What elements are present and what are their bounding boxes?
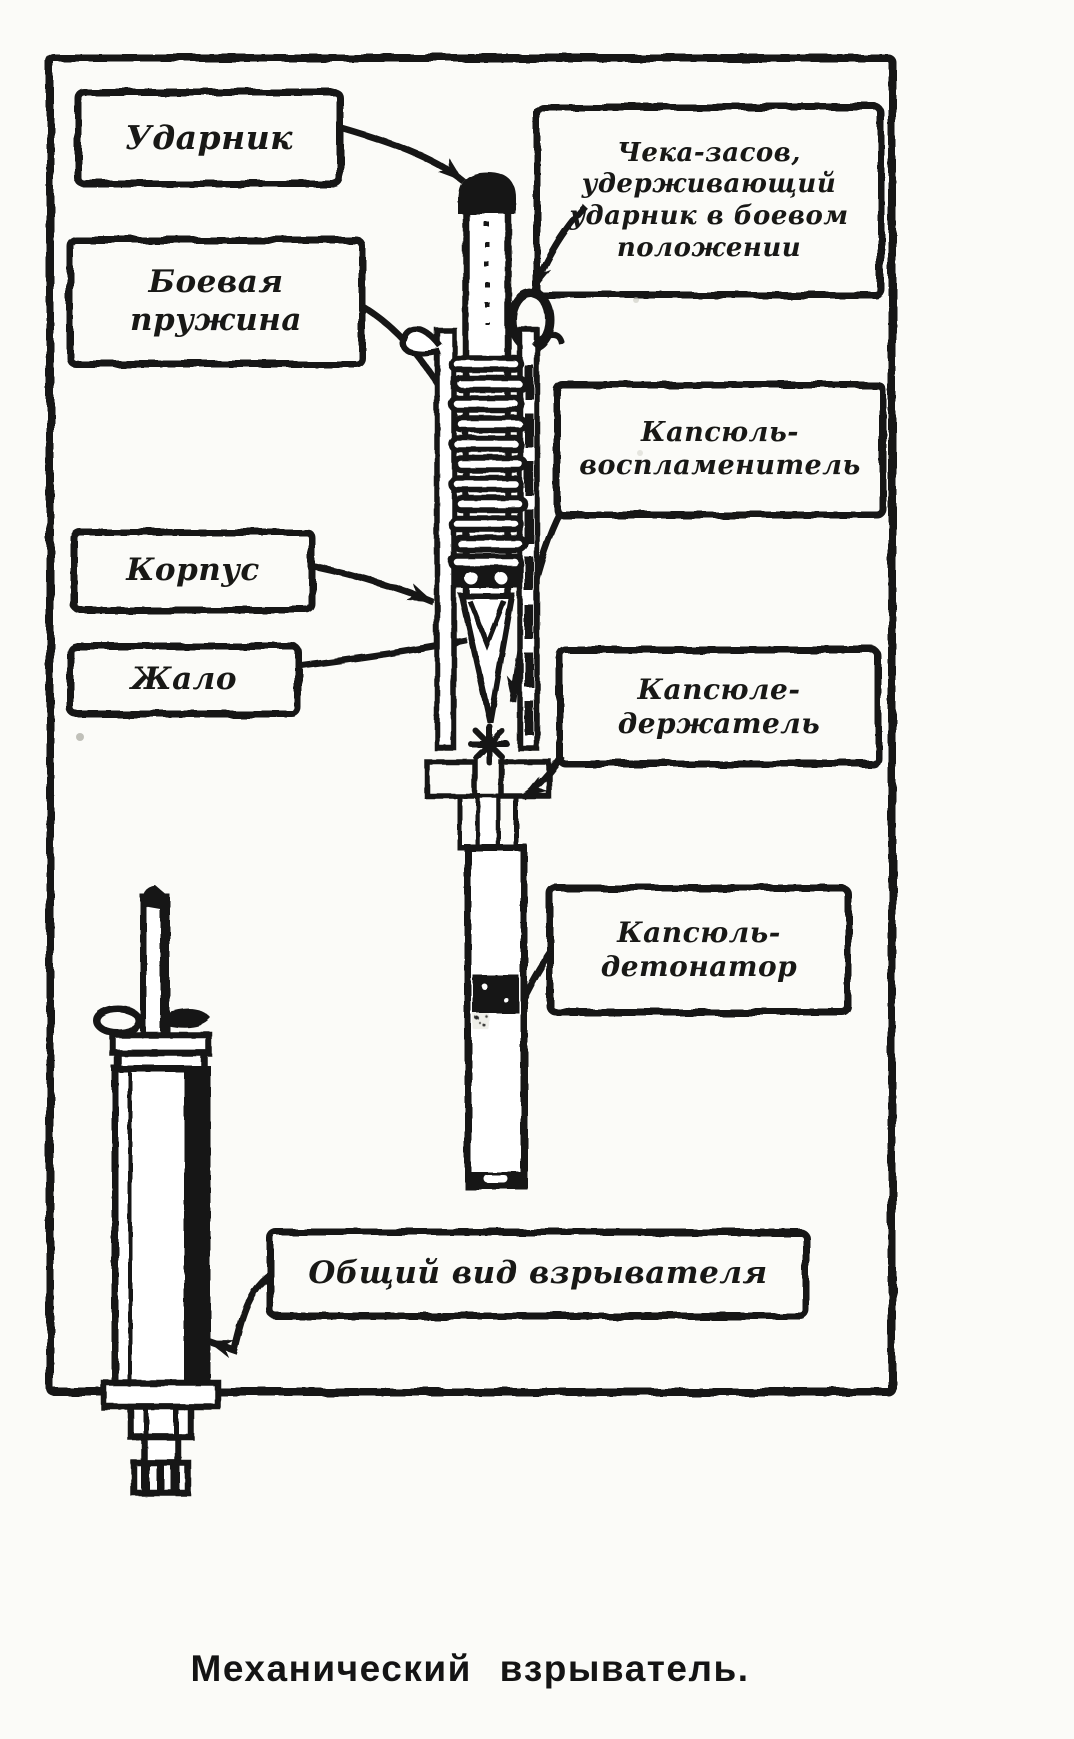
flange-right — [501, 762, 549, 796]
gv-knurl — [171, 1466, 180, 1490]
mainspring — [451, 358, 525, 568]
label-detonator-line1: Капсюль- — [617, 915, 781, 949]
label-body-text: Корпус — [126, 552, 260, 589]
gv-step2 — [144, 1437, 178, 1463]
label-capsule-holder-line2: держатель — [617, 707, 821, 740]
gv-pin-wing — [168, 1009, 211, 1028]
label-striker — [78, 92, 340, 184]
label-safety-pin-line4: положении — [616, 232, 802, 263]
detonator-charge — [473, 1013, 519, 1173]
spring-seat-hole-left — [465, 572, 478, 585]
label-safety-pin-line3: ударник в боевом — [569, 201, 849, 231]
label-mainspring — [70, 240, 362, 364]
gv-rod-tip — [143, 886, 169, 910]
label-sting — [70, 646, 298, 714]
label-safety-pin — [537, 107, 881, 295]
arrow-general-view — [208, 1274, 272, 1350]
spring-seat — [452, 568, 522, 588]
label-striker-text: Ударник — [124, 117, 294, 157]
capsule-holder-left — [460, 796, 478, 848]
label-sting-text: Жало — [130, 661, 238, 698]
gv-flange — [104, 1383, 218, 1407]
label-primer-igniter-line2: воспламенитель — [579, 450, 861, 481]
tube-bottom-notch — [484, 1175, 508, 1183]
label-safety-pin-line1: Чека-засов, — [617, 137, 801, 168]
label-mainspring-line2: пружина — [130, 302, 302, 338]
label-mainspring-line1: Боевая — [148, 264, 284, 301]
gv-step1 — [131, 1407, 191, 1437]
gv-knurl — [141, 1466, 150, 1490]
primer-igniter-flash — [471, 726, 507, 762]
label-capsule-holder — [560, 650, 878, 764]
firing-pin — [462, 596, 512, 722]
label-capsule-holder-line1: Капсюле- — [637, 672, 801, 706]
striker-cap — [458, 172, 516, 214]
label-general-view-text: Общий вид взрывателя — [308, 1255, 768, 1292]
spring-seat-hole-right — [495, 572, 507, 584]
figure-caption: Механический взрыватель. — [190, 1648, 750, 1689]
label-detonator-line2: детонатор — [600, 950, 798, 983]
general-view-drawing — [97, 886, 218, 1493]
band-speck — [504, 998, 509, 1003]
label-general-view — [270, 1232, 806, 1316]
label-primer-igniter — [557, 385, 883, 515]
capsule-holder-right — [498, 796, 516, 848]
label-detonator — [550, 888, 848, 1012]
flange-left — [427, 762, 475, 796]
detonator-primer-band — [473, 975, 519, 1013]
fuze-section-drawing — [403, 172, 562, 1186]
arrow-body — [314, 566, 433, 602]
label-body — [74, 532, 312, 610]
label-primer-igniter-line1: Капсюль- — [641, 417, 799, 449]
gv-knurl — [157, 1466, 164, 1490]
label-safety-pin-line2: удерживающий — [581, 169, 837, 200]
arrow-striker — [342, 128, 463, 181]
band-speck — [481, 983, 487, 989]
gv-body-shading — [184, 1072, 205, 1382]
body-wall-left — [437, 330, 454, 748]
holder-stem — [478, 796, 498, 848]
gv-pin-ring — [97, 1009, 139, 1033]
